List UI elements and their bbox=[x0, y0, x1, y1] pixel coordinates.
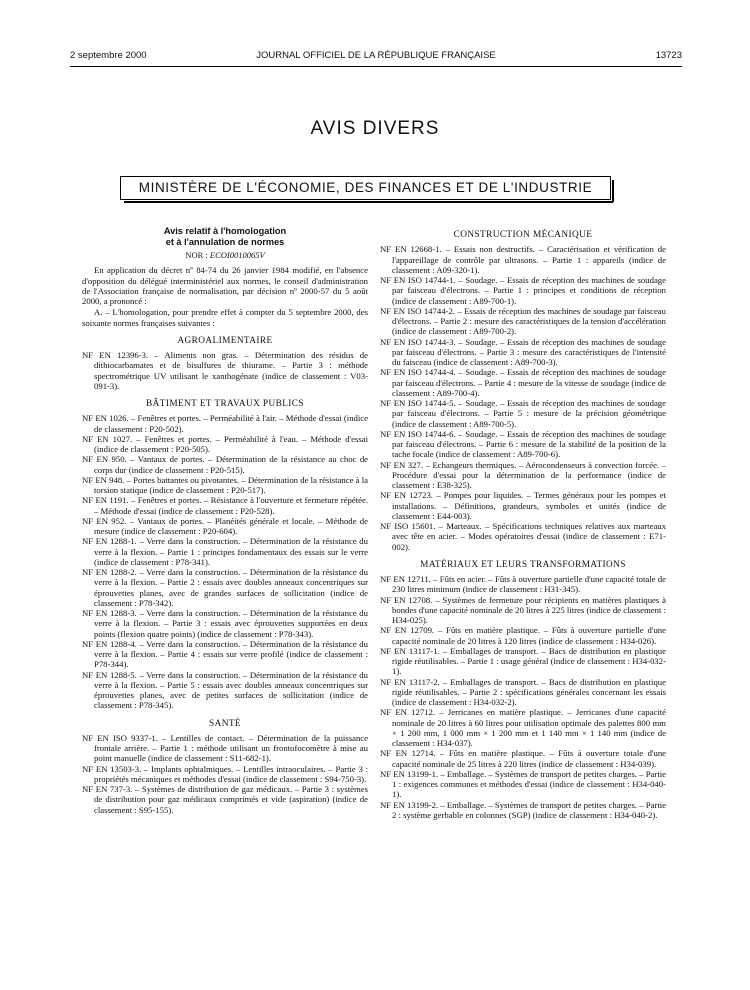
standard-description: – Marteaux. – Spécifications techniques relatives aux marteaux avec tête en acier. – Modes opératoires d'essai (indice de classement : E71-002). bbox=[392, 521, 666, 552]
standard-reference: NF EN 12711. bbox=[380, 574, 431, 584]
standard-description: – Vantaux de portes. – Planéités générale et locale. – Méthode de mesure (indice de classement : P20-604). bbox=[94, 515, 368, 536]
standard-reference: NF EN 12709. bbox=[380, 625, 435, 636]
standard-description: – Essais de réception des machines de soudage par faisceau d'électrons. – Partie 2 : mesure des caractéristiques de la tension d'accélération (indice de classement : A89-700-2). bbox=[392, 305, 667, 337]
standard-description: – Soudage. – Essais de réception des machines de soudage par faisceau d'électrons. – Partie 4 : mesure de la vitesse de soudage (indice de classement : A89-700-4). bbox=[392, 367, 666, 398]
right-sections bbox=[380, 230, 666, 820]
standard-entry bbox=[380, 625, 666, 646]
standard-entry bbox=[82, 536, 368, 567]
header-date: 2 septembre 2000 bbox=[70, 50, 147, 61]
standard-entry bbox=[380, 595, 666, 626]
nor-label: NOR : bbox=[185, 250, 208, 260]
standard-reference: NF EN 1288-2. bbox=[82, 567, 137, 577]
standard-entry bbox=[380, 574, 666, 595]
standard-entry bbox=[82, 495, 368, 516]
standard-description: – Jerricanes en matière plastique. – Jerricanes d'une capacité nominale de 20 litres à 60 litres pour utilisation optimale des palettes 800 mm × 1 200 mm, 1 000 mm × 1 200 mm et 1 140 mm × 1 140 mm (indice de classement : H34-037). bbox=[392, 707, 666, 748]
standard-entry bbox=[380, 646, 666, 677]
standard-description: – Pompes pour liquides. – Termes généraux pour les pompes et installations. – Définitions, grandeurs, symboles et unités (indice de classement : E44-003). bbox=[392, 490, 667, 521]
standard-reference: NF EN 13117-1. bbox=[380, 645, 440, 656]
standard-description: – Verre dans la construction. – Détermination de la résistance du verre à la flexion. – Partie 5 : essais avec doubles anneaux concentriques sur éprouvettes planes, avec de petites surfaces de sollicitation (indice de classement : P78-345). bbox=[94, 669, 368, 711]
standard-reference: NF EN 13117-2. bbox=[380, 676, 440, 687]
standard-reference: NF EN ISO 14744-1. bbox=[380, 275, 456, 285]
standard-reference: NF EN 950. bbox=[82, 454, 127, 465]
standard-description: – Aliments non gras. – Détermination des résidus de dithiocarbamates et de bisulfures de thiurame. – Partie 3 : méthode spectrométrique UV utilisant le xanthogénate (indice de classement : V03-091-3). bbox=[94, 350, 368, 391]
standard-description: – Fûts en matière plastique. – Fûts à ouverture totale d'une capacité nominale de 25 litres à 220 litres (indice de classement : H34-039). bbox=[392, 748, 667, 769]
section-heading: SANTÉ bbox=[209, 718, 241, 729]
standard-reference: NF EN 1288-5. bbox=[82, 669, 137, 680]
standard-reference: NF EN 1026. bbox=[82, 413, 129, 424]
section-heading: AGROALIMENTAIRE bbox=[177, 335, 273, 346]
standard-entry bbox=[82, 413, 368, 434]
standard-reference: NF EN 948. bbox=[82, 474, 125, 485]
standard-reference: NF EN 1288-3. bbox=[82, 608, 137, 618]
standard-entry bbox=[380, 490, 666, 521]
standard-reference: NF EN 12708. bbox=[380, 594, 433, 605]
standard-description: – Emballages de transport. – Bacs de distribution en plastique rigide réutilisables. – Partie 2 : spécifications générales concernant les essais (indice de classement : H34-032-2). bbox=[392, 676, 666, 707]
standard-description: – Fenêtres et portes. – Perméabilité à l'air. – Méthode d'essai (indice de classement : P20-502). bbox=[94, 413, 369, 434]
nor-reference bbox=[82, 250, 368, 260]
standard-description: – Implants ophtalmiques. – Lentilles intraoculaires. – Partie 3 : propriétés mécaniques et méthodes d'essai (indice de classement : S94-750-3). bbox=[94, 763, 368, 784]
ministry-banner bbox=[120, 176, 611, 200]
standard-description: – Systèmes de distribution de gaz médicaux. – Partie 3 : systèmes de distribution pour gaz médicaux comprimés et vide (aspiration) (indice de classement : S95-155). bbox=[94, 784, 368, 815]
section-heading: MATÉRIAUX ET LEURS TRANSFORMATIONS bbox=[420, 559, 626, 570]
header-journal: JOURNAL OFFICIEL DE LA RÉPUBLIQUE FRANÇAISE bbox=[256, 50, 496, 61]
standard-entry bbox=[380, 769, 666, 800]
standard-description: – Emballage. – Systèmes de transport de petites charges. – Partie 2 : système gerbable en colonnes (SGP) (indice de classement : H34-040-2). bbox=[392, 799, 666, 820]
standard-reference: NF EN 12714. bbox=[380, 748, 436, 759]
standard-description: – Soudage. – Essais de réception des machines de soudage par faisceau d'électrons. – Partie 5 : mesure de la précision géométrique (indice de classement : A89-700-5). bbox=[392, 398, 666, 429]
standard-reference: NF EN ISO 14744-3. bbox=[380, 336, 456, 347]
standard-reference: NF EN 327. bbox=[380, 459, 423, 470]
section-title: AVIS DIVERS bbox=[310, 118, 440, 139]
standard-description: – Verre dans la construction. – Détermination de la résistance du verre à la flexion. – Partie 3 : essais avec éprouvettes supportées en deux points (flexion quatre points) (indice de classement : P78-343). bbox=[94, 608, 368, 639]
standard-description: – Systèmes de fermeture pour récipients en matières plastiques à bondes d'une capacité nominale de 20 litres à 225 litres (indice de classement : H34-025). bbox=[392, 594, 667, 625]
standard-entry bbox=[82, 764, 368, 785]
standard-description: – Soudage. – Essais de réception des machines de soudage par faisceau d'électrons. – Partie 6 : mesure de la stabilité de la position de la tache focale (indice de classement : A89-700-6). bbox=[392, 428, 666, 460]
standard-entry bbox=[380, 677, 666, 708]
notice-intro-paragraph-a: A. – L'homologation, pour prendre effet à compter du 5 septembre 2000, des soixante normes françaises suivantes : bbox=[82, 307, 368, 328]
header-page-number: 13723 bbox=[655, 50, 682, 61]
right-column bbox=[380, 226, 666, 820]
standard-reference: NF EN 1288-1. bbox=[82, 536, 137, 547]
standard-entry bbox=[380, 275, 666, 306]
notice-title-line2: et à l'annulation de normes bbox=[165, 237, 285, 247]
standard-description: – Portes battantes ou pivotantes. – Détermination de la résistance à la torsion statique (indice de classement : P20-517). bbox=[94, 474, 369, 495]
standard-reference: NF EN 1027. bbox=[82, 433, 133, 444]
standard-description: – Emballages de transport. – Bacs de distribution en plastique rigide réutilisables. – Partie 1 : usage général (indice de classement : H34-032-1). bbox=[392, 645, 666, 677]
standard-entry bbox=[82, 670, 368, 711]
standard-entry bbox=[380, 337, 666, 368]
standard-entry bbox=[380, 748, 666, 769]
standard-entry bbox=[82, 784, 368, 815]
standard-description: – Fûts en acier. – Fûts à ouverture partielle d'une capacité totale de 230 litres minimum (indice de classement : H31-345). bbox=[392, 574, 666, 595]
nor-code: ECOI0010065V bbox=[209, 250, 265, 260]
standard-entry bbox=[82, 454, 368, 475]
notice-intro-paragraph: En application du décret nº 84-74 du 26 janvier 1984 modifié, en l'absence d'opposition du délégué interministériel aux normes, le conseil d'administration de l'Association française de normalisation, par décision nº 2000-57 du 5 août 2000, a prononcé : bbox=[82, 265, 368, 306]
running-header bbox=[70, 50, 682, 64]
notice-title bbox=[82, 226, 368, 248]
standard-entry bbox=[380, 521, 666, 552]
standard-reference: NF EN ISO 14744-6. bbox=[380, 428, 456, 439]
standard-reference: NF EN ISO 14744-5. bbox=[380, 398, 456, 408]
standard-reference: NF EN 13199-2. bbox=[380, 799, 439, 810]
header-rule bbox=[70, 66, 682, 67]
standard-entry bbox=[82, 475, 368, 496]
standard-description: – Essais non destructifs. – Caractérisation et vérification de l'appareillage de contrôle par ultrasons. – Partie 1 : appareils (indice de classement : A09-320-1). bbox=[392, 244, 666, 275]
left-column bbox=[82, 226, 368, 815]
standard-entry bbox=[380, 460, 666, 491]
standard-reference: NF EN ISO 9337-1. bbox=[82, 732, 158, 743]
standard-description: – Soudage. – Essais de réception des machines de soudage par faisceau d'électrons. – Partie 3 : mesure des caractéristiques de l'intensité du faisceau (indice de classement : A89-700-3). bbox=[392, 336, 666, 367]
standard-entry bbox=[380, 367, 666, 398]
standard-description: – Fenêtres et portes. – Résistance à l'ouverture et fermeture répétée. – Méthode d'essai (indice de classement : P20-528). bbox=[94, 495, 368, 516]
standard-reference: NF EN 13503-3. bbox=[82, 763, 142, 774]
standard-reference: NF EN 737-3. bbox=[82, 784, 133, 794]
standard-entry bbox=[380, 429, 666, 460]
standard-reference: NF EN 12396-3. bbox=[82, 350, 149, 360]
standard-description: – Echangeurs thermiques. – Aérocondenseurs à convection forcée. – Procédure d'essai pour la détermination de la performance (indice de classement : E38-325). bbox=[392, 459, 667, 490]
ministry-name: MINISTÈRE DE L'ÉCONOMIE, DES FINANCES ET DE L'INDUSTRIE bbox=[138, 180, 593, 195]
standard-entry bbox=[380, 707, 666, 748]
section-heading: CONSTRUCTION MÉCANIQUE bbox=[453, 230, 593, 240]
notice-title-line1: Avis relatif à l'homologation bbox=[163, 226, 287, 236]
standard-description: – Emballage. – Systèmes de transport de petites charges. – Partie 1 : exigences communes et méthodes d'essai (indice de classement : H34-040-1). bbox=[392, 768, 666, 800]
standard-entry bbox=[82, 733, 368, 764]
standard-description: – Fenêtres et portes. – Perméabilité à l'eau. – Méthode d'essai (indice de classement : P20-505). bbox=[94, 433, 369, 454]
standard-description: – Soudage. – Essais de réception des machines de soudage par faisceau d'électrons. – Partie 1 : principes et conditions de réception (indice de classement : A89-700-1). bbox=[392, 275, 666, 306]
section-heading: BÂTIMENT ET TRAVAUX PUBLICS bbox=[146, 399, 304, 409]
standard-reference: NF EN 952. bbox=[82, 515, 127, 526]
standard-entry bbox=[82, 567, 368, 608]
standard-entry bbox=[82, 516, 368, 537]
standard-reference: NF EN 12712. bbox=[380, 707, 436, 718]
standard-reference: NF EN 1288-4. bbox=[82, 638, 137, 649]
standard-reference: NF EN ISO 14744-2. bbox=[380, 305, 455, 316]
standard-entry bbox=[82, 434, 368, 455]
standard-reference: NF ISO 15601. bbox=[380, 521, 436, 531]
standard-description: – Vantaux de portes. – Détermination de la résistance au choc de corps dur (indice de classement : P20-515). bbox=[94, 454, 369, 475]
left-sections bbox=[82, 336, 368, 815]
standard-description: – Verre dans la construction. – Détermination de la résistance du verre à la flexion. – Partie 1 : principes fondamentaux des essais sur le verre (indice de classement : P78-341). bbox=[94, 536, 368, 567]
standard-reference: NF EN 13199-1. bbox=[380, 768, 439, 779]
standard-entry bbox=[380, 398, 666, 429]
standard-description: – Fûts en matière plastique. – Fûts à ouverture partielle d'une capacité nominale de 20 litres à 120 litres (indice de classement : H34-026). bbox=[392, 625, 666, 646]
standard-reference: NF EN 1191. bbox=[82, 495, 129, 506]
standard-reference: NF EN 12668-1. bbox=[380, 244, 442, 255]
standard-description: – Verre dans la construction. – Détermination de la résistance du verre à la flexion. – Partie 4 : essais sur verre profilé (indice de classement : P78-344). bbox=[94, 638, 368, 670]
standard-entry bbox=[82, 639, 368, 670]
standard-entry bbox=[380, 244, 666, 275]
standard-entry bbox=[82, 608, 368, 639]
standard-description: – Verre dans la construction. – Détermination de la résistance du verre à la flexion. – Partie 2 : essais avec doubles anneaux concentriques sur éprouvettes planes, avec de grandes surfaces de sollicitation (indice de classement : P78-342). bbox=[94, 567, 368, 608]
standard-reference: NF EN 12723. bbox=[380, 490, 433, 501]
standard-reference: NF EN ISO 14744-4. bbox=[380, 367, 456, 378]
standard-entry bbox=[380, 800, 666, 821]
standard-description: – Lentilles de contact. – Détermination de la puissance frontale arrière. – Partie 1 : méthode utilisant un frontofocomètre à mise au point manuelle (indice de classement : S11-682-1). bbox=[94, 732, 369, 764]
standard-entry bbox=[82, 350, 368, 391]
standard-entry bbox=[380, 306, 666, 337]
